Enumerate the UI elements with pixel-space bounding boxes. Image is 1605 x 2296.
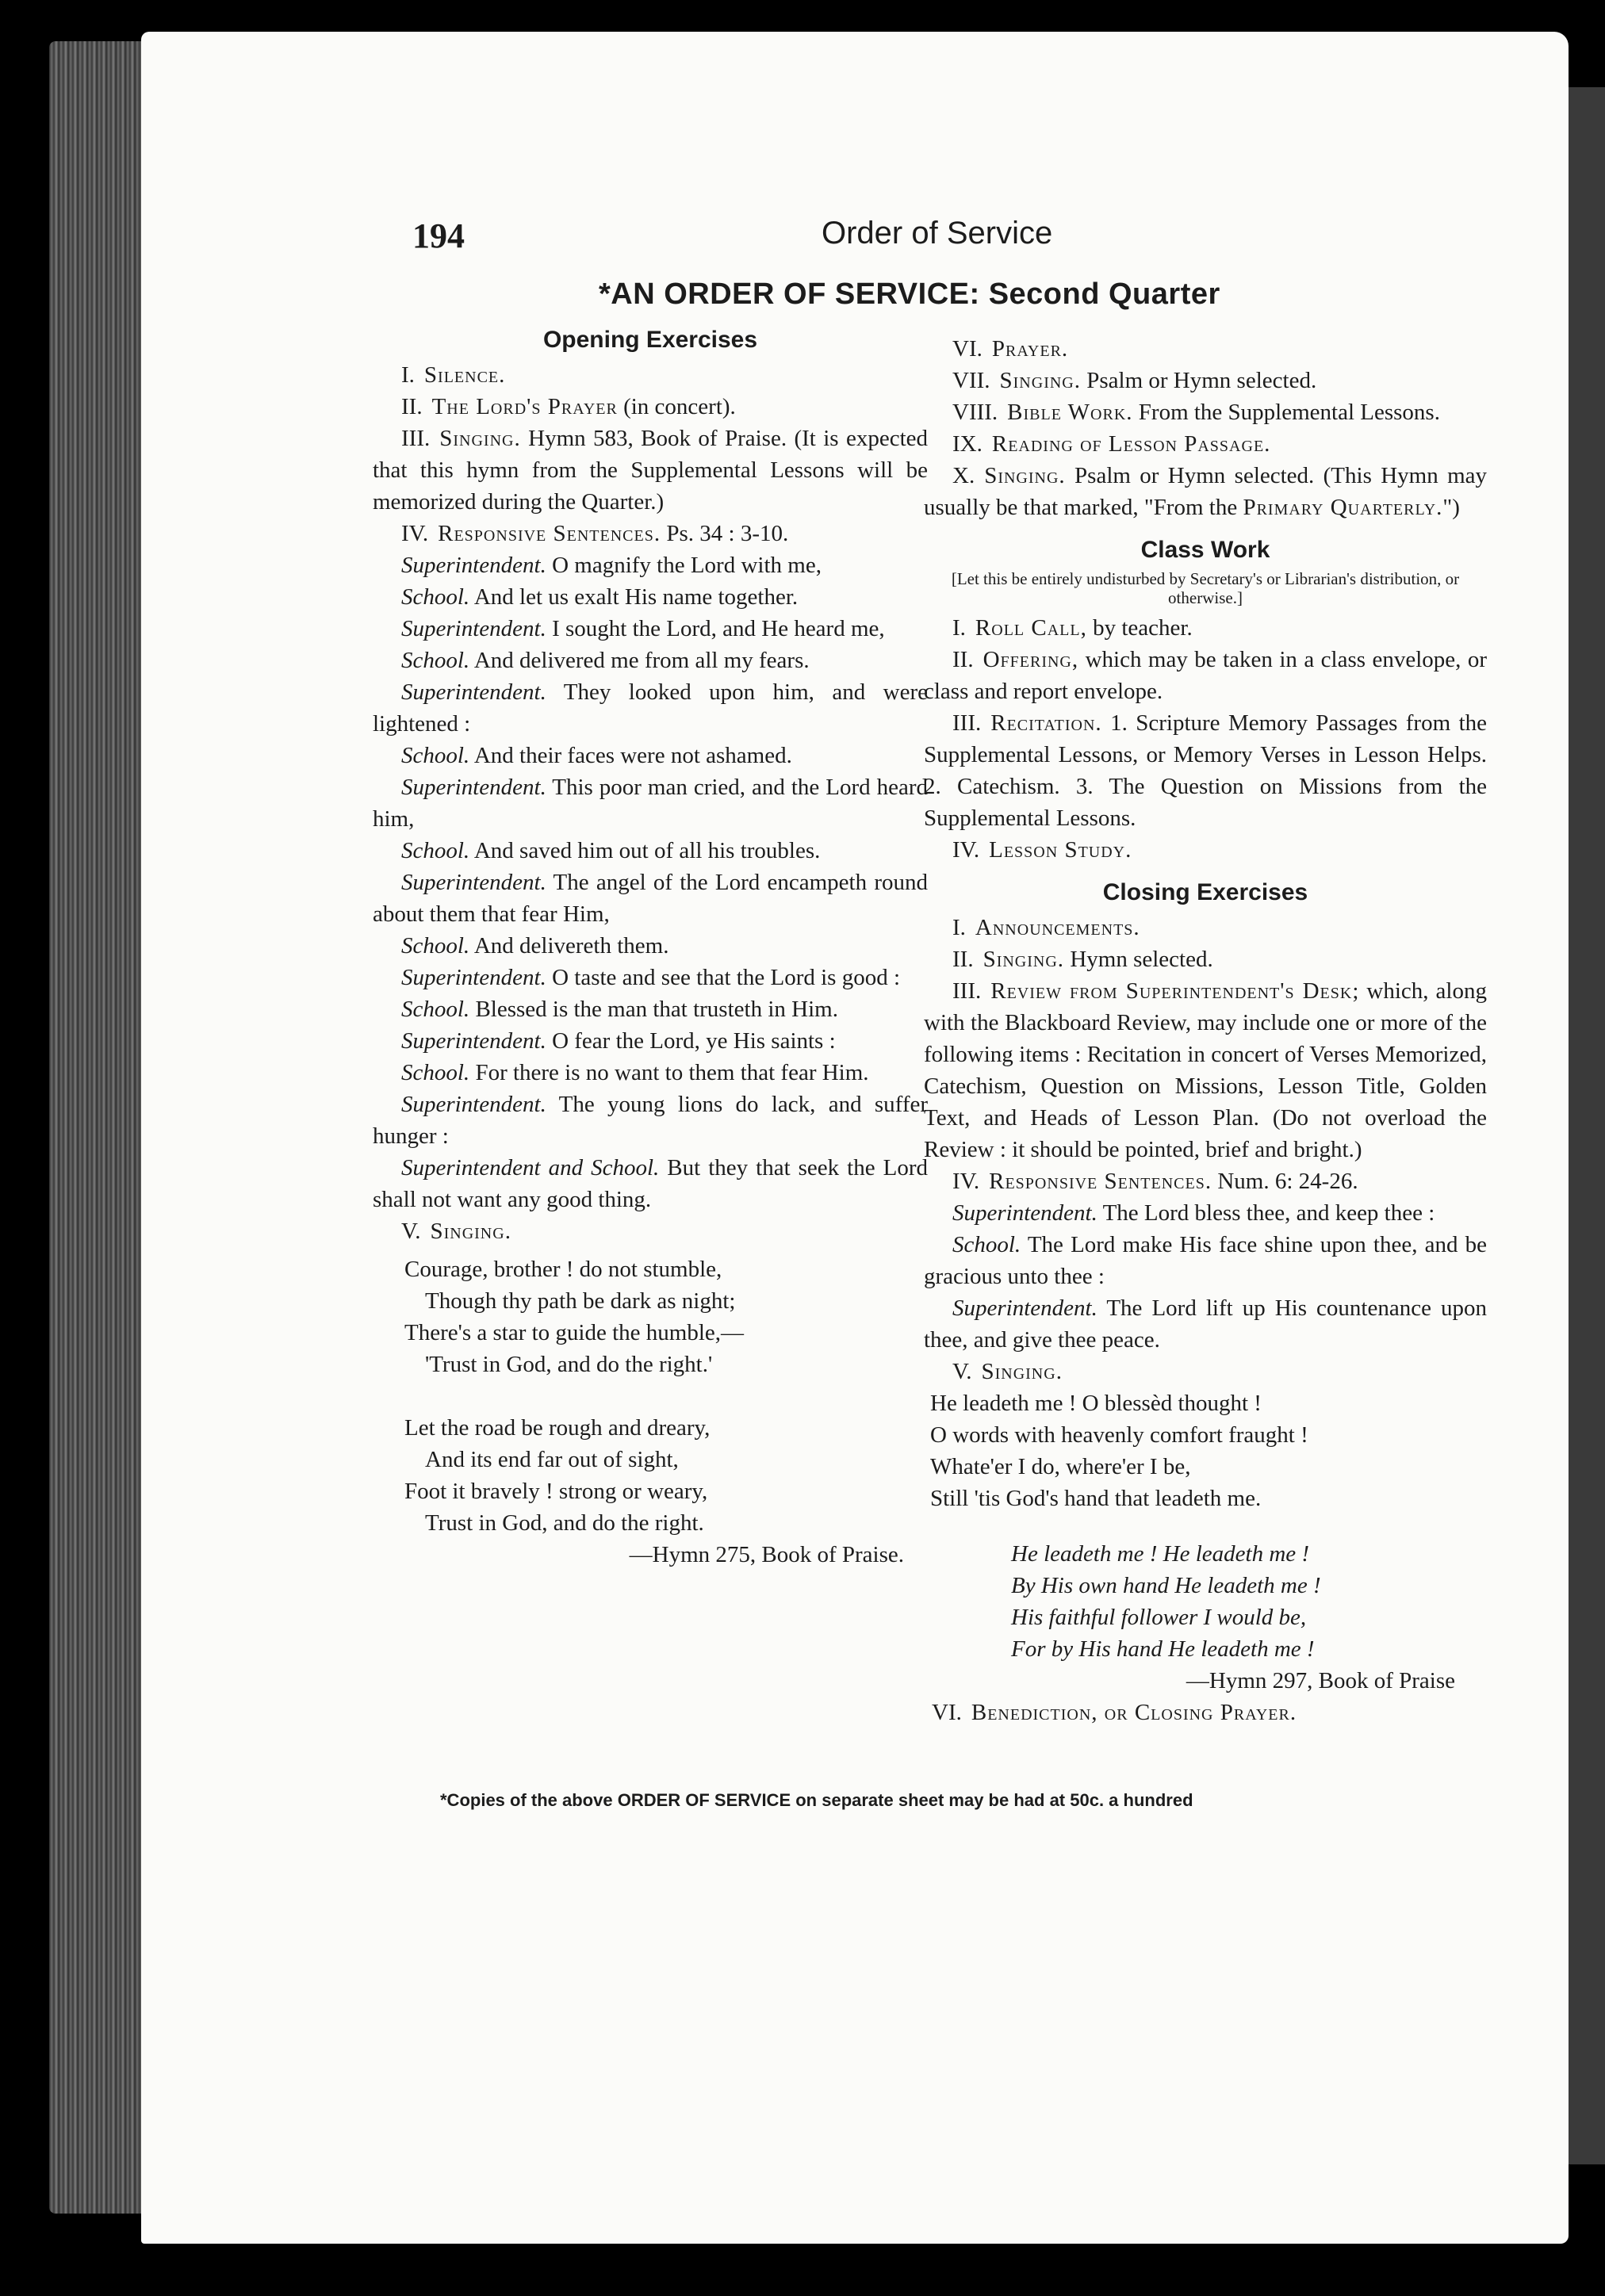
response-line: Superintendent. The Lord bless thee, and keep thee : — [952, 1200, 1435, 1226]
response-line: Superintendent. O magnify the Lord with me, — [401, 553, 822, 578]
response-line: School. Blessed is the man that trusteth in Him. — [401, 997, 838, 1022]
response-line: School. The Lord make His face shine upon thee, and be gracious unto thee : — [924, 1232, 1488, 1289]
book-cover-edge — [1564, 87, 1605, 2164]
running-title: Order of Service — [822, 216, 1053, 251]
left-column — [373, 321, 928, 1571]
closing-item-6: VI. Benediction, or Closing Prayer. — [932, 1700, 1297, 1725]
hymn-297-verse: He leadeth me ! O blessèd thought ! O words with heavenly comfort fraught ! Whate'er I do, where'er I be, Still 'tis God's hand that leadeth me. — [930, 1391, 1308, 1511]
response-line: Superintendent. The young lions do lack, and suffer hunger : — [373, 1092, 928, 1149]
class-item-3: III. Recitation. 1. Scripture Memory Passages from the Supplemental Lessons, or Memory Verses in Lesson Helps. 2. Catechism. 3. The Question on Missions from the Supplemental Lessons. — [924, 710, 1487, 831]
response-line: School. And delivered me from all my fears. — [401, 648, 810, 673]
opening-item-1: I. Silence. — [401, 362, 506, 388]
response-line: Superintendent. I sought the Lord, and He heard me, — [401, 616, 885, 641]
hymn-275-verse-1: Courage, brother ! do not stumble, Though thy path be dark as night; There's a star to guide the humble,— 'Trust in God, and do the right.' — [404, 1257, 745, 1377]
class-work-note: [Let this be entirely undisturbed by Secretary's or Librarian's distribution, or otherwise.] — [951, 569, 1460, 607]
response-line: Superintendent. O taste and see that the Lord is good : — [401, 965, 901, 990]
response-line: Superintendent. O fear the Lord, ye His saints : — [401, 1028, 836, 1054]
response-line: School. And their faces were not ashamed. — [401, 743, 792, 768]
closing-item-2: II. Singing. Hymn selected. — [952, 947, 1213, 972]
page-number: 194 — [412, 216, 465, 255]
responsive-sentences — [373, 549, 928, 1215]
opening-item-9: IX. Reading of Lesson Passage. — [952, 431, 1271, 457]
hymn-297-attribution: —Hymn 297, Book of Praise — [1186, 1668, 1455, 1693]
response-line: School. And delivereth them. — [401, 933, 669, 959]
closing-item-3: III. Review from Superintendent's Desk; which, along with the Blackboard Review, may include one or more of the following items : Recitation in concert of Verses Memorized, Catechism, Question on Missions, Lesson Title, Golden Text, and Heads of Lesson Plan. (Do not overload the Review : it should be pointed, brief and bright.) — [924, 978, 1487, 1162]
hymn-275-verse-2: Let the road be rough and dreary, And its end far out of sight, Foot it bravely ! strong or weary, Trust in God, and do the right. — [404, 1415, 711, 1536]
response-line: Superintendent. The angel of the Lord encampeth round about them that fear Him, — [373, 870, 928, 927]
closing-item-5: V. Singing. — [952, 1359, 1063, 1384]
opening-item-7: VII. Singing. Psalm or Hymn selected. — [952, 368, 1317, 393]
right-column — [924, 333, 1487, 1728]
response-line: School. And let us exalt His name together. — [401, 584, 799, 610]
response-line: School. For there is no want to them that fear Him. — [401, 1060, 869, 1085]
opening-item-6: VI. Prayer. — [952, 336, 1069, 362]
response-line: Superintendent. This poor man cried, and the Lord heard him, — [373, 775, 928, 832]
hymn-297-refrain: He leadeth me ! He leadeth me ! By His own hand He leadeth me ! His faithful follower I would be, For by His hand He leadeth me ! —Hymn 297, Book of Praise — [1011, 1538, 1487, 1697]
class-work-heading: Class Work — [1140, 537, 1270, 563]
opening-item-10: X. Singing. Psalm or Hymn selected. (This Hymn may usually be that marked, "From the Primary Quarterly.") — [924, 463, 1487, 520]
closing-item-1: I. Announcements. — [952, 915, 1140, 940]
opening-item-4: IV. Responsive Sentences. Ps. 34 : 3-10. — [401, 521, 789, 546]
page-title: *AN ORDER OF SERVICE: Second Quarter — [599, 277, 1220, 311]
class-item-2: II. Offering, which may be taken in a class envelope, or class and report envelope. — [924, 647, 1487, 704]
book-page-edges — [49, 41, 152, 2214]
response-line: Superintendent. The Lord lift up His countenance upon thee, and give thee peace. — [924, 1295, 1487, 1353]
response-line: School. And saved him out of all his troubles. — [401, 838, 821, 863]
class-item-1: I. Roll Call, by teacher. — [952, 615, 1193, 641]
opening-item-3: III. Singing. Hymn 583, Book of Praise. (It is expected that this hymn from the Supplemental Lessons will be memorized during the Quarter.) — [373, 426, 929, 515]
closing-item-4: IV. Responsive Sentences. Num. 6: 24-26. — [952, 1169, 1358, 1194]
response-line: Superintendent. They looked upon him, and were lightened : — [373, 679, 929, 737]
opening-item-2: II. The Lord's Prayer (in concert). — [401, 394, 736, 419]
footnote: *Copies of the above ORDER OF SERVICE on separate sheet may be had at 50c. a hundred — [440, 1790, 1193, 1810]
response-line: Superintendent and School. But they that seek the Lord shall not want any good thing. — [373, 1155, 928, 1212]
class-item-4: IV. Lesson Study. — [952, 837, 1132, 863]
hymn-275-attribution: —Hymn 275, Book of Praise. — [629, 1542, 904, 1567]
opening-exercises-heading: Opening Exercises — [542, 327, 758, 353]
opening-item-8: VIII. Bible Work. From the Supplemental Lessons. — [952, 400, 1440, 425]
closing-exercises-heading: Closing Exercises — [1102, 879, 1308, 905]
closing-responsive-sentences — [924, 1197, 1487, 1356]
opening-item-5: V. Singing. — [401, 1219, 511, 1244]
